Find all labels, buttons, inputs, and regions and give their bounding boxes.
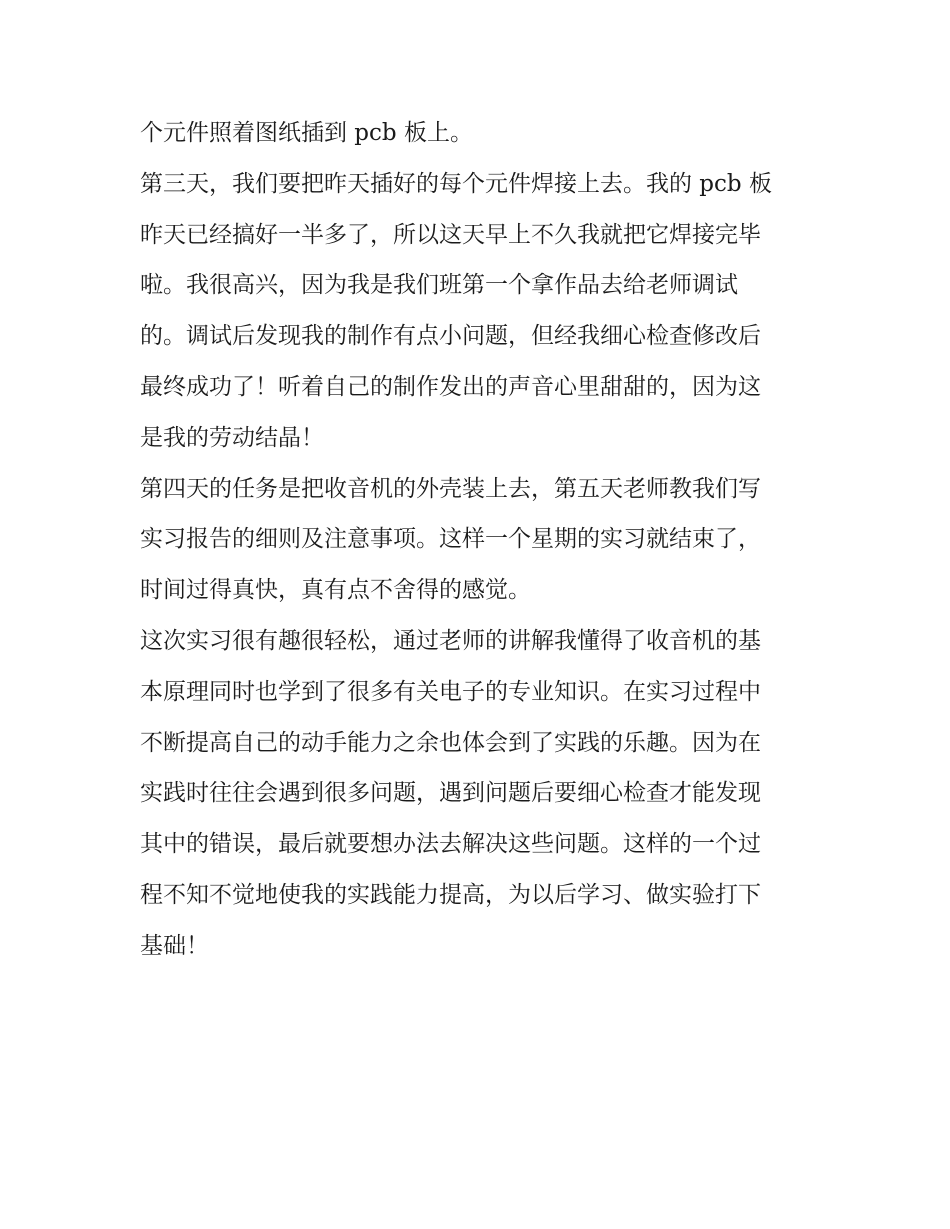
paragraph-4: [140, 616, 820, 972]
text-line: 实践时往往会遇到很多问题，遇到问题后要细心检查才能发现: [140, 780, 761, 807]
body-text: [140, 108, 820, 972]
paragraph-3: [140, 464, 820, 616]
text-line: 实习报告的细则及注意事项。这样一个星期的实习就结束了，: [140, 526, 761, 553]
text-line: 程不知不觉地使我的实践能力提高，为以后学习、做实验打下: [140, 881, 761, 908]
text-line: 的。调试后发现我的制作有点小问题，但经我细心检查修改后: [140, 323, 761, 350]
paragraph-2: [140, 159, 820, 464]
text-line: 不断提高自己的动手能力之余也体会到了实践的乐趣。因为在: [140, 729, 761, 756]
text-line: 基础！: [140, 932, 209, 959]
text-line: 昨天已经搞好一半多了，所以这天早上不久我就把它焊接完毕: [140, 221, 761, 248]
text-line: 本原理同时也学到了很多有关电子的专业知识。在实习过程中: [140, 678, 761, 705]
text-line: 这次实习很有趣很轻松，通过老师的讲解我懂得了收音机的基: [140, 627, 761, 654]
text-line: 啦。我很高兴，因为我是我们班第一个拿作品去给老师调试: [140, 272, 738, 299]
text-line: 第三天，我们要把昨天插好的每个元件焊接上去。我的 pcb 板: [140, 170, 772, 197]
text-line: 其中的错误，最后就要想办法去解决这些问题。这样的一个过: [140, 831, 761, 858]
text-line: 时间过得真快，真有点不舍得的感觉。: [140, 577, 531, 604]
text-line: 是我的劳动结晶！: [140, 424, 324, 451]
text-line: 第四天的任务是把收音机的外壳装上去，第五天老师教我们写: [140, 475, 761, 502]
text-line: 个元件照着图纸插到 pcb 板上。: [140, 120, 473, 146]
paragraph-1: [140, 108, 820, 159]
text-line: 最终成功了！听着自己的制作发出的声音心里甜甜的，因为这: [140, 373, 761, 400]
